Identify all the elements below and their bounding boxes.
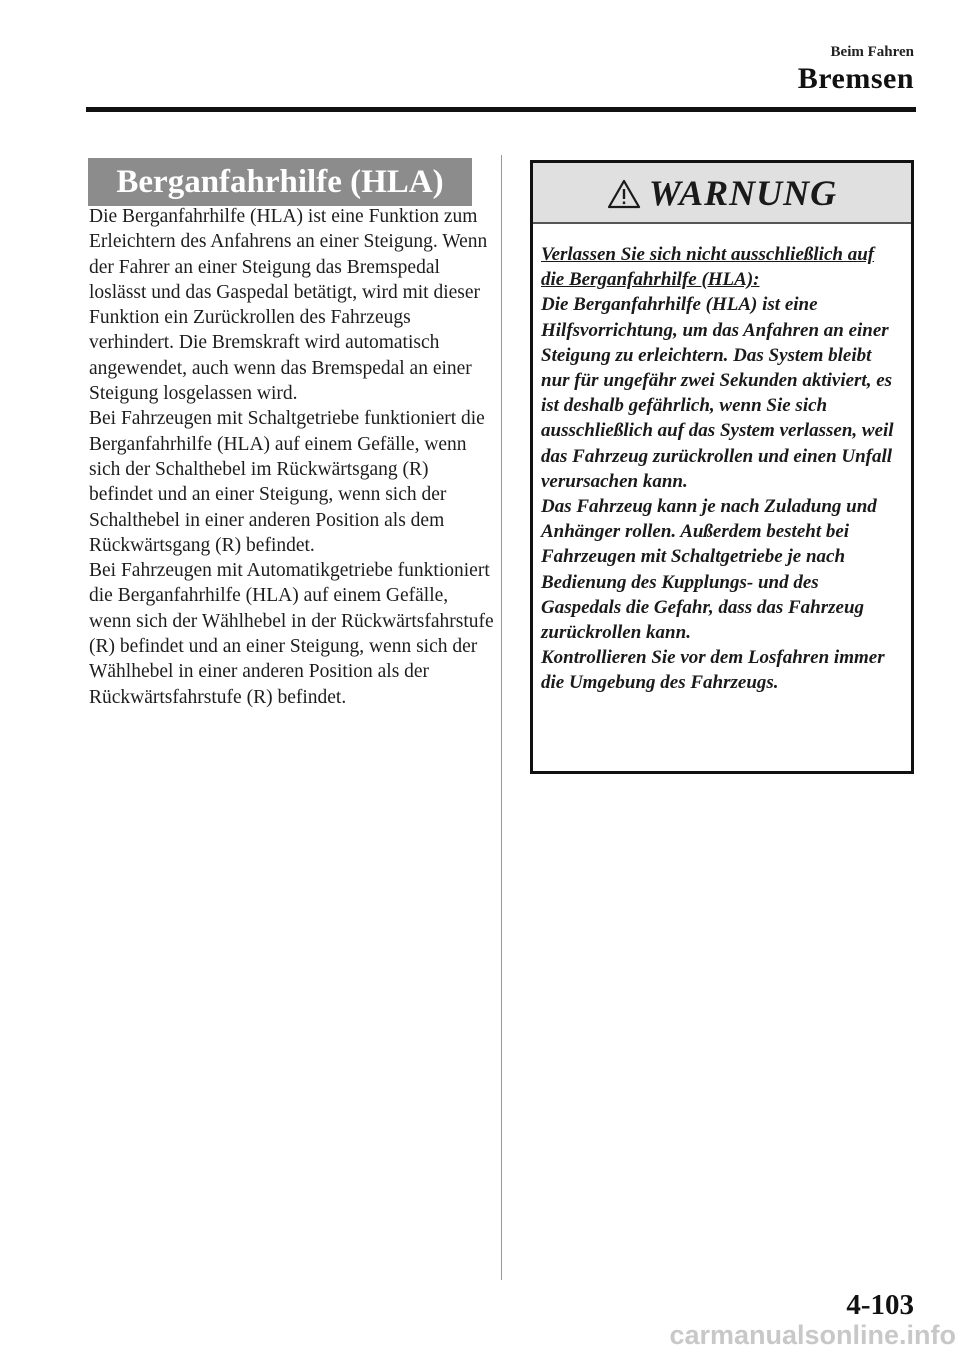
- section-title: Berganfahrhilfe (HLA): [88, 158, 472, 206]
- warning-triangle-icon: [607, 179, 641, 209]
- column-divider: [501, 155, 502, 1280]
- body-paragraph: Bei Fahrzeugen mit Automatikgetriebe funktioniert die Berganfahrhilfe (HLA) auf einem Gefälle, wenn sich der Wählhebel in der Rückwärtsfahrstufe (R) befindet und an einer Steigung, wenn sich der Wählhebel in einer anderen Position als der Rückwärtsfahrstufe (R) befindet.: [89, 560, 494, 708]
- watermark: carmanualsonline.info: [669, 1320, 956, 1350]
- header-chapter-title: Bremsen: [797, 62, 914, 95]
- warning-lead: Verlassen Sie sich nicht ausschließlich auf die Berganfahrhilfe (HLA):: [541, 244, 875, 291]
- warning-paragraph: Das Fahrzeug kann je nach Zuladung und Anhänger rollen. Außerdem besteht bei Fahrzeugen mit Schaltgetriebe je nach Bedienung des Kupplungs- und des Gaspedals die Gefahr, dass das Fahrzeug zurückrollen kann.: [541, 496, 877, 644]
- page-number: 4-103: [846, 1289, 914, 1321]
- warning-paragraph: Die Berganfahrhilfe (HLA) ist eine Hilfsvorrichtung, um das Anfahren an einer Steigung zu erleichtern. Das System bleibt nur für ungefähr zwei Sekunden aktiviert, es ist deshalb gefährlich, wenn Sie sich ausschließlich auf das System verlassen, weil das Fahrzeug zurückrollen und einen Unfall verursachen kann.: [541, 294, 894, 492]
- warning-box: [530, 160, 914, 774]
- warning-header: [533, 163, 911, 224]
- header-rule: [86, 107, 916, 112]
- warning-paragraph: Kontrollieren Sie vor dem Losfahren immer die Umgebung des Fahrzeugs.: [541, 647, 885, 694]
- header-section-label: Beim Fahren: [830, 44, 914, 60]
- warning-title: WARNUNG: [648, 172, 838, 213]
- warning-body: [533, 224, 911, 696]
- section-body: [89, 204, 494, 710]
- body-paragraph: Die Berganfahrhilfe (HLA) ist eine Funktion zum Erleichtern des Anfahrens an einer Steigung. Wenn der Fahrer an einer Steigung das Bremspedal loslässt und das Gaspedal betätigt, wird mit dieser Funktion ein Zurückrollen des Fahrzeugs verhindert. Die Bremskraft wird automatisch angewendet, auch wenn das Bremspedal an einer Steigung losgelassen wird.: [89, 206, 488, 405]
- body-paragraph: Bei Fahrzeugen mit Schaltgetriebe funktioniert die Berganfahrhilfe (HLA) auf einem Gefälle, wenn sich der Schalthebel im Rückwärtsgang (R) befindet und an einer Steigung, wenn sich der Schalthebel in einer anderen Position als dem Rückwärtsgang (R) befindet.: [89, 408, 485, 556]
